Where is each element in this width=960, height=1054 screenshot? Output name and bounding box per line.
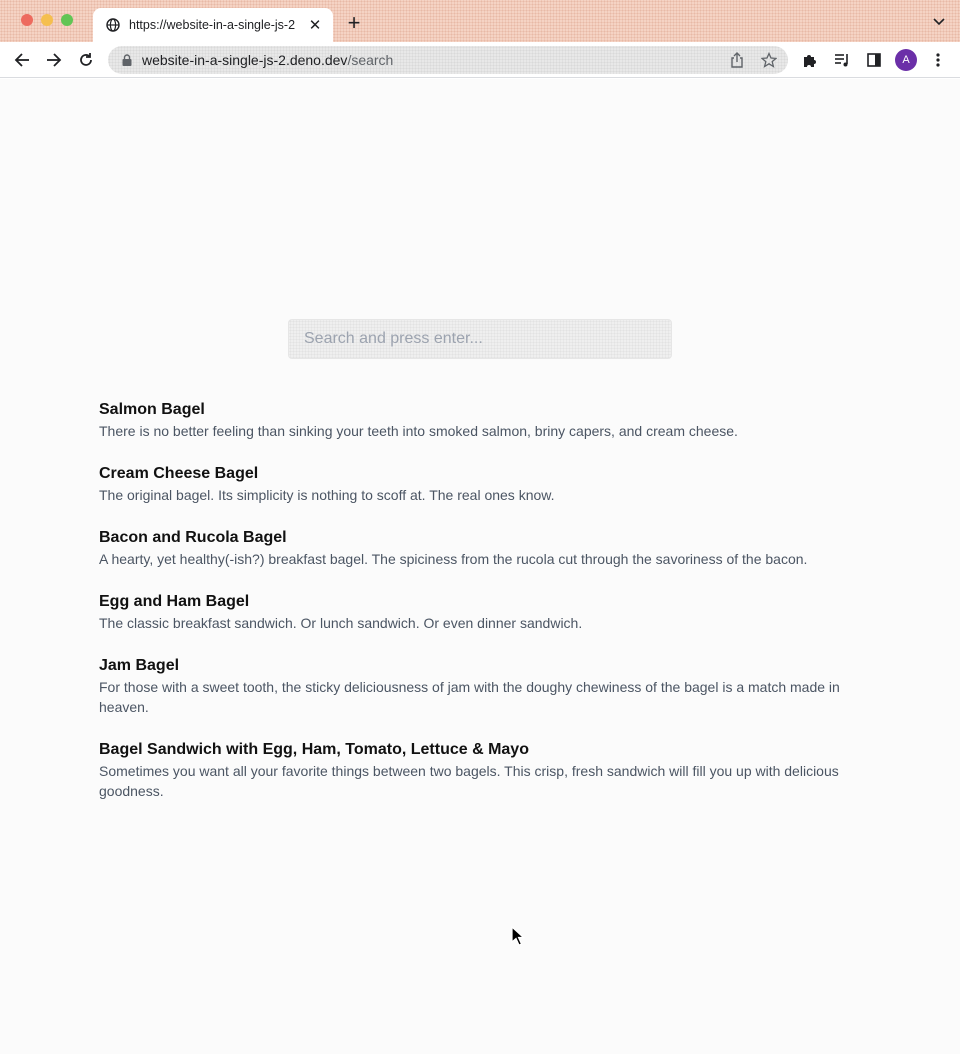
reload-icon[interactable] [76, 50, 96, 70]
url-text [142, 52, 714, 68]
result-description: Sometimes you want all your favorite things between two bagels. This crisp, fresh sandwich will fill you up with delicious goodness. [99, 763, 839, 799]
list-item [99, 527, 869, 569]
result-title: Bacon and Rucola Bagel [99, 529, 287, 546]
browser-toolbar [0, 42, 960, 78]
forward-arrow-icon[interactable] [44, 50, 64, 70]
list-item [99, 591, 869, 633]
list-item [99, 399, 869, 441]
result-title: Bagel Sandwich with Egg, Ham, Tomato, Lettuce & Mayo [99, 741, 529, 758]
close-icon[interactable]: ✕ [308, 17, 322, 34]
results-list [99, 399, 869, 823]
share-icon[interactable] [728, 51, 746, 69]
result-description: A hearty, yet healthy(-ish?) breakfast bagel. The spiciness from the rucola cut through the savoriness of the bacon. [99, 551, 808, 567]
result-title: Egg and Ham Bagel [99, 593, 250, 610]
list-item [99, 655, 869, 717]
sidepanel-icon[interactable] [864, 50, 884, 70]
kebab-menu-icon[interactable] [928, 50, 948, 70]
plus-icon[interactable]: + [347, 10, 361, 35]
media-icon[interactable] [832, 50, 852, 70]
back-arrow-icon[interactable] [12, 50, 32, 70]
list-item [99, 463, 869, 505]
page-content [0, 79, 960, 1054]
result-description: For those with a sweet tooth, the sticky deliciousness of jam with the doughy chewiness of the bagel is a match made in heaven. [99, 679, 840, 715]
tab-strip [0, 0, 960, 42]
globe-icon [105, 17, 121, 33]
url-path: /search [347, 52, 394, 68]
avatar[interactable]: A [895, 49, 917, 71]
browser-tab[interactable] [93, 8, 333, 42]
maximize-window-button[interactable] [61, 14, 73, 26]
result-title: Jam Bagel [99, 657, 180, 674]
result-title: Cream Cheese Bagel [99, 465, 259, 482]
url-host: website-in-a-single-js-2.deno.dev [142, 52, 348, 68]
puzzle-icon[interactable] [800, 50, 820, 70]
list-item [99, 739, 869, 801]
search-input[interactable] [288, 319, 672, 359]
star-icon[interactable] [760, 51, 778, 69]
close-window-button[interactable] [21, 14, 33, 26]
result-description: The original bagel. Its simplicity is nothing to scoff at. The real ones know. [99, 487, 555, 503]
lock-icon[interactable] [120, 53, 134, 67]
address-bar[interactable] [108, 46, 788, 74]
result-description: There is no better feeling than sinking your teeth into smoked salmon, briny capers, and cream cheese. [99, 423, 738, 439]
mouse-cursor-icon [511, 926, 525, 946]
tab-title: https://website-in-a-single-js-2 [129, 18, 296, 32]
chevron-down-icon[interactable] [932, 15, 946, 29]
result-title: Salmon Bagel [99, 401, 205, 418]
result-description: The classic breakfast sandwich. Or lunch sandwich. Or even dinner sandwich. [99, 615, 583, 631]
minimize-window-button[interactable] [41, 14, 53, 26]
